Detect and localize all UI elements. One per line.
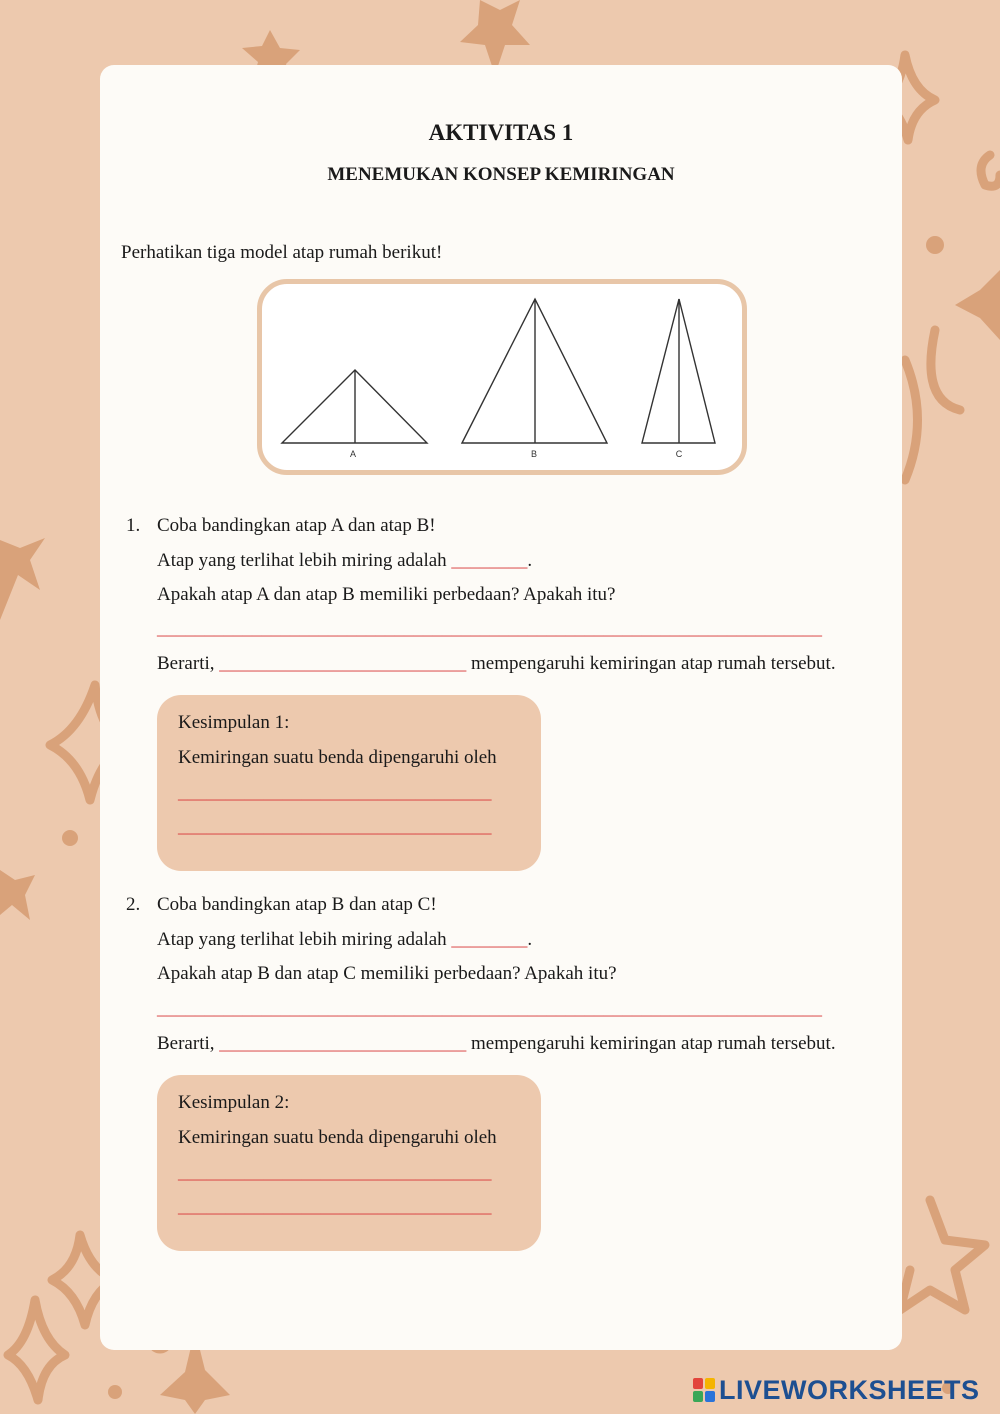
- question-1-line1-text: Atap yang terlihat lebih miring adalah: [157, 550, 447, 571]
- star-decoration: [460, 0, 530, 75]
- question-1-steeper-blank[interactable]: ________: [451, 550, 528, 571]
- conclusion-1-blank-1[interactable]: _________________________________: [178, 782, 492, 803]
- question-2-berarti-end: mempengaruhi kemiringan atap rumah tersebut.: [471, 1033, 836, 1054]
- sparkle-decoration: [905, 360, 918, 480]
- conclusion-2-title: Kesimpulan 2:: [178, 1092, 290, 1113]
- liveworksheets-wordmark: LIVEWORKSHEETS: [719, 1374, 980, 1405]
- liveworksheets-logo: [693, 1374, 980, 1406]
- question-2-line1: [157, 929, 532, 951]
- question-2-number: 2.: [126, 894, 141, 915]
- question-2-line1-text: Atap yang terlihat lebih miring adalah: [157, 929, 447, 950]
- question-1-berarti-start: Berarti,: [157, 653, 215, 674]
- dot-decoration: [108, 1385, 122, 1399]
- conclusion-2-blank-1[interactable]: _________________________________: [178, 1162, 492, 1183]
- question-2-prompt: Coba bandingkan atap B dan atap C!: [157, 894, 437, 915]
- dot-decoration: [62, 830, 78, 846]
- dot-decoration: [926, 236, 944, 254]
- page-subtitle: MENEMUKAN KONSEP KEMIRINGAN: [327, 164, 675, 185]
- question-1-berarti-end: mempengaruhi kemiringan atap rumah tersebut.: [471, 653, 836, 674]
- roof-a-label: A: [349, 449, 357, 459]
- question-2-line2: Apakah atap B dan atap C memiliki perbedaan? Apakah itu?: [157, 963, 617, 984]
- question-2-berarti-blank[interactable]: __________________________: [219, 1033, 467, 1054]
- star-decoration: [955, 270, 1000, 340]
- roof-c-label: C: [675, 449, 683, 459]
- worksheet-card: [100, 65, 902, 1350]
- question-1-answer-line[interactable]: ______________________________________________________________________: [157, 618, 822, 639]
- page-title: AKTIVITAS 1: [428, 120, 574, 145]
- sparkle-decoration: [931, 330, 960, 410]
- question-1-number: 1.: [126, 515, 141, 536]
- roof-b-label: B: [530, 449, 538, 459]
- star-decoration: [0, 538, 45, 620]
- conclusion-2-blank-2[interactable]: _________________________________: [178, 1196, 492, 1217]
- star-decoration: [0, 870, 35, 920]
- conclusion-1-title: Kesimpulan 1:: [178, 712, 290, 733]
- conclusion-1-text: Kemiringan suatu benda dipengaruhi oleh: [178, 747, 497, 768]
- question-2-berarti-start: Berarti,: [157, 1033, 215, 1054]
- intro-text: Perhatikan tiga model atap rumah berikut!: [121, 242, 443, 263]
- question-1-line1: [157, 550, 532, 572]
- star-outline-decoration: [900, 1200, 985, 1310]
- conclusion-1-box: [157, 695, 541, 871]
- question-1-line2: Apakah atap A dan atap B memiliki perbedaan? Apakah itu?: [157, 584, 616, 605]
- roof-figure-box: [257, 279, 747, 475]
- question-1-line1-end: .: [527, 550, 533, 571]
- question-1-berarti: [157, 653, 836, 675]
- question-2-berarti: [157, 1033, 836, 1055]
- conclusion-2-box: [157, 1075, 541, 1251]
- question-2-answer-line[interactable]: ______________________________________________________________________: [157, 998, 822, 1019]
- question-1-berarti-blank[interactable]: __________________________: [219, 653, 467, 674]
- question-1-prompt: Coba bandingkan atap A dan atap B!: [157, 515, 436, 536]
- liveworksheets-icon: [693, 1378, 715, 1402]
- sparkle-decoration: [8, 1300, 65, 1400]
- question-2-line1-end: .: [527, 929, 533, 950]
- conclusion-1-blank-2[interactable]: _________________________________: [178, 816, 492, 837]
- question-2-steeper-blank[interactable]: ________: [451, 929, 528, 950]
- roof-models-diagram: [262, 284, 742, 470]
- conclusion-2-text: Kemiringan suatu benda dipengaruhi oleh: [178, 1127, 497, 1148]
- loop-decoration: [981, 155, 1000, 186]
